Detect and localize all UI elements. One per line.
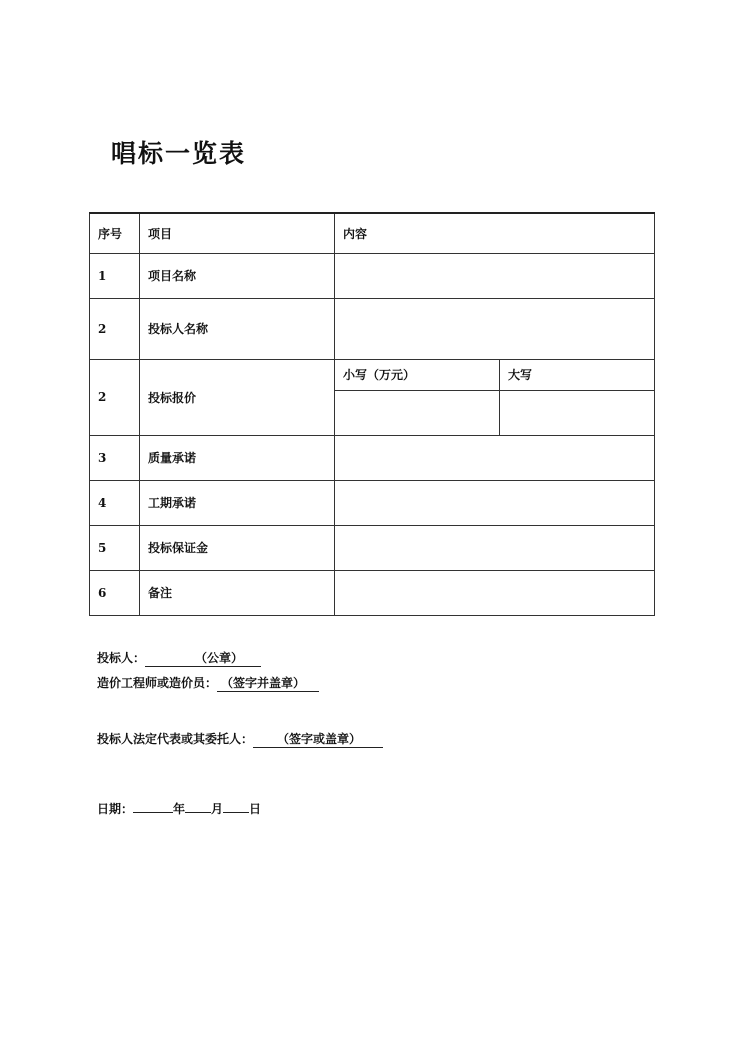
price-small-cell[interactable] (335, 390, 500, 435)
table-row (90, 570, 655, 615)
year-label: 年 (173, 802, 186, 816)
row-item: 工期承诺 (140, 480, 335, 525)
header-no: 序号 (90, 213, 140, 253)
row-item: 投标人名称 (140, 298, 335, 359)
table-row (90, 435, 655, 480)
legal-label: 投标人法定代表或其委托人： (97, 732, 254, 746)
month-label: 月 (211, 802, 224, 816)
row-content-cell[interactable] (335, 253, 655, 298)
row-item: 投标保证金 (140, 525, 335, 570)
day-label: 日 (249, 802, 262, 816)
month-blank[interactable] (185, 799, 211, 813)
bid-summary-table (89, 212, 655, 616)
table-row (90, 525, 655, 570)
header-item: 项目 (140, 213, 335, 253)
row-item: 项目名称 (140, 253, 335, 298)
bidder-seal[interactable]: （公章） (145, 649, 261, 667)
row-content-cell[interactable] (335, 435, 655, 480)
row-content-cell[interactable] (335, 525, 655, 570)
table-row (90, 253, 655, 298)
table-header-row (90, 213, 655, 253)
price-small-label: 小写（万元） (335, 359, 500, 390)
row-content-cell[interactable] (335, 480, 655, 525)
page-title: 唱标一览表 (111, 139, 247, 168)
row-no: 2 (90, 359, 140, 435)
date-label: 日期： (97, 802, 134, 816)
legal-seal[interactable]: （签字或盖章） (253, 730, 383, 748)
row-no: 2 (90, 298, 140, 359)
row-content-cell[interactable] (335, 570, 655, 615)
bidder-label: 投标人： (97, 651, 146, 665)
row-item: 备注 (140, 570, 335, 615)
price-large-cell[interactable] (500, 390, 655, 435)
table-row (90, 359, 655, 390)
row-no: 4 (90, 480, 140, 525)
row-content-cell[interactable] (335, 298, 655, 359)
row-no: 1 (90, 253, 140, 298)
header-content: 内容 (335, 213, 655, 253)
year-blank[interactable] (133, 799, 173, 813)
table-row (90, 480, 655, 525)
row-no: 3 (90, 435, 140, 480)
day-blank[interactable] (223, 799, 249, 813)
bidder-signature-line (97, 649, 261, 667)
row-item: 质量承诺 (140, 435, 335, 480)
table-row (90, 298, 655, 359)
date-line (97, 799, 261, 817)
price-large-label: 大写 (500, 359, 655, 390)
row-item: 投标报价 (140, 359, 335, 435)
engineer-signature-line (97, 674, 319, 692)
legal-rep-signature-line (97, 730, 383, 748)
row-no: 6 (90, 570, 140, 615)
engineer-label: 造价工程师或造价员： (97, 676, 218, 690)
row-no: 5 (90, 525, 140, 570)
engineer-seal[interactable]: （签字并盖章） (217, 674, 319, 692)
